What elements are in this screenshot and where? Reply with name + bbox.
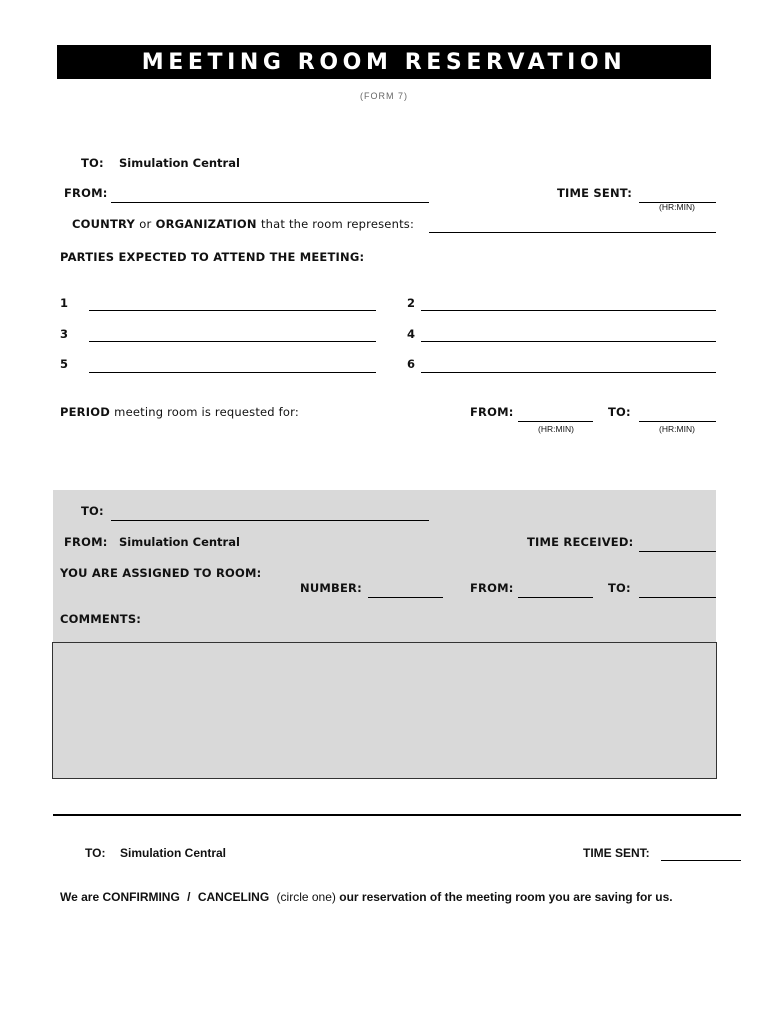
confirm-time-sent-field[interactable] <box>661 860 741 861</box>
period-to-label: TO: <box>608 405 631 419</box>
party-number: 5 <box>60 357 69 371</box>
period-to-field[interactable] <box>639 421 716 422</box>
party-number: 1 <box>60 296 69 310</box>
circle-one-note: (circle one) <box>276 890 336 904</box>
party-field-1[interactable] <box>89 310 376 311</box>
confirming-option[interactable]: CONFIRMING <box>102 890 180 904</box>
time-sent-hint: (HR:MIN) <box>659 202 695 212</box>
form-title-bar <box>57 45 711 79</box>
form-subtitle: (FORM 7) <box>360 91 408 101</box>
period-to-hint: (HR:MIN) <box>659 424 695 434</box>
assigned-from-field[interactable] <box>518 597 593 598</box>
country-label: COUNTRY or ORGANIZATION that the room represents: <box>72 217 415 231</box>
country-field[interactable] <box>429 232 716 233</box>
form-title: MEETING ROOM RESERVATION <box>141 49 627 75</box>
response-from-value: Simulation Central <box>119 535 240 549</box>
period-from-label: FROM: <box>470 405 514 419</box>
party-field-4[interactable] <box>421 341 716 342</box>
comments-label: COMMENTS: <box>60 612 142 626</box>
parties-label: PARTIES EXPECTED TO ATTEND THE MEETING: <box>60 250 365 264</box>
to-value: Simulation Central <box>119 156 240 170</box>
confirm-time-sent-label: TIME SENT: <box>583 846 650 860</box>
time-received-field[interactable] <box>639 551 716 552</box>
party-field-3[interactable] <box>89 341 376 342</box>
confirmation-statement <box>60 890 673 904</box>
time-sent-label: TIME SENT: <box>557 186 633 200</box>
to-label: TO: <box>81 156 104 170</box>
assigned-from-label: FROM: <box>470 581 514 595</box>
confirmation-rest: our reservation of the meeting room you are saving for us. <box>339 890 673 904</box>
assigned-to-field[interactable] <box>639 597 716 598</box>
comments-box[interactable] <box>52 642 717 779</box>
period-from-hint: (HR:MIN) <box>538 424 574 434</box>
party-number: 3 <box>60 327 69 341</box>
period-label: PERIOD meeting room is requested for: <box>60 405 299 419</box>
party-field-5[interactable] <box>89 372 376 373</box>
party-field-2[interactable] <box>421 310 716 311</box>
confirm-to-value: Simulation Central <box>120 846 227 860</box>
period-from-field[interactable] <box>518 421 593 422</box>
option-separator: / <box>187 890 191 904</box>
from-field[interactable] <box>111 202 429 203</box>
we-are-text: We are <box>60 890 100 904</box>
party-field-6[interactable] <box>421 372 716 373</box>
response-to-label: TO: <box>81 504 104 518</box>
from-label: FROM: <box>64 186 108 200</box>
assigned-room-label: YOU ARE ASSIGNED TO ROOM: <box>60 566 262 580</box>
response-to-field[interactable] <box>111 520 429 521</box>
party-number: 4 <box>407 327 416 341</box>
room-number-label: NUMBER: <box>300 581 362 595</box>
confirm-to-label: TO: <box>85 846 106 860</box>
party-number: 6 <box>407 357 416 371</box>
assigned-to-label: TO: <box>608 581 631 595</box>
section-divider <box>53 814 741 816</box>
party-number: 2 <box>407 296 416 310</box>
room-number-field[interactable] <box>368 597 443 598</box>
time-received-label: TIME RECEIVED: <box>527 535 634 549</box>
canceling-option[interactable]: CANCELING <box>197 890 270 904</box>
response-from-label: FROM: <box>64 535 108 549</box>
